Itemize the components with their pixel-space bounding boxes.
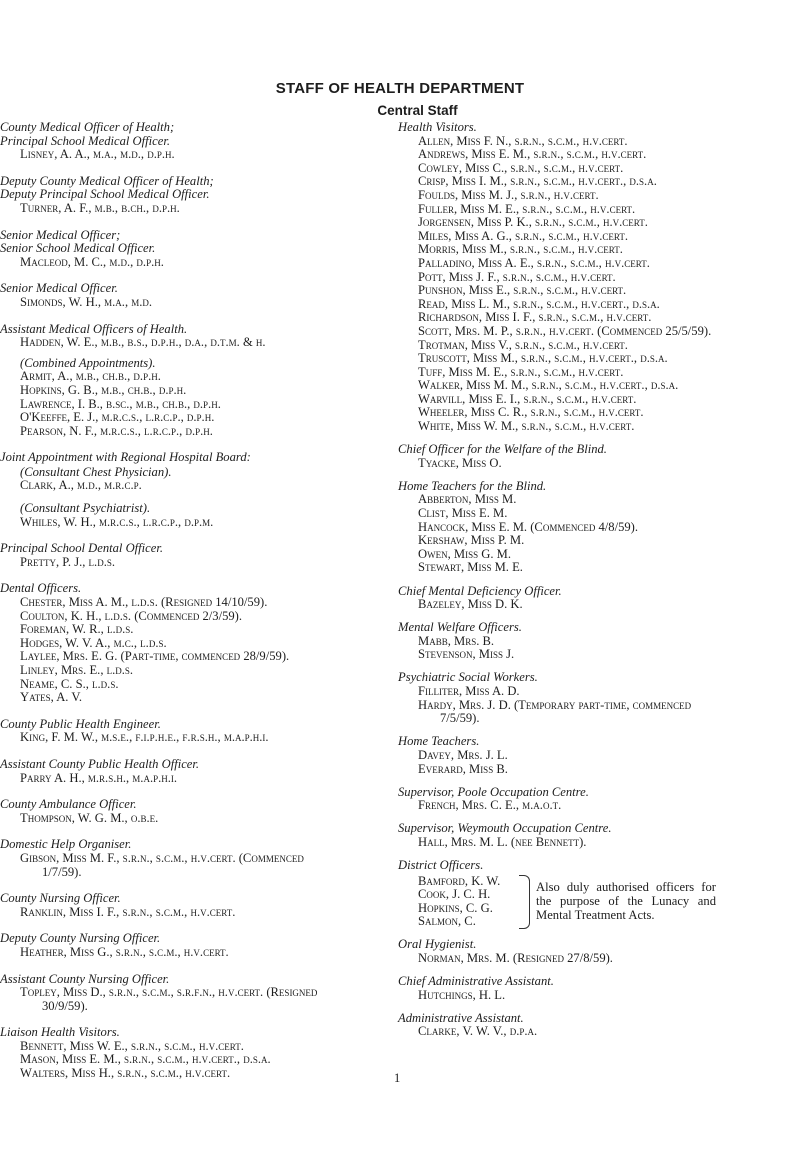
staff-entry: Morris, Miss M., s.r.n., s.c.m., h.v.cert. [418, 242, 623, 257]
staff-section [0, 838, 375, 879]
staff-section [0, 229, 375, 270]
section-heading: County Ambulance Officer. [0, 797, 137, 812]
section-heading: Assistant County Public Health Officer. [0, 756, 200, 771]
staff-section [0, 323, 375, 439]
section-subheading: (Combined Appointments). [20, 355, 156, 370]
staff-section [0, 175, 375, 216]
staff-entry: Andrews, Miss E. M., s.r.n., s.c.m., h.v.cert. [418, 147, 647, 162]
staff-entry: Crisp, Miss I. M., s.r.n., s.c.m., h.v.cert., d.s.a. [418, 174, 657, 189]
staff-entry: Tyacke, Miss O. [418, 455, 502, 470]
staff-section [398, 938, 793, 965]
section-heading: Deputy County Nursing Officer. [0, 931, 161, 946]
section-heading: County Medical Officer of Health; [0, 120, 175, 134]
staff-section [398, 480, 793, 575]
staff-section [398, 735, 793, 776]
section-heading: Chief Officer for the Welfare of the Blind. [398, 442, 607, 457]
staff-entry: Bennett, Miss W. E., s.r.n., s.c.m., h.v.cert. [20, 1038, 244, 1053]
page-title: STAFF OF HEALTH DEPARTMENT [275, 80, 525, 97]
staff-entry: Filliter, Miss A. D. [418, 684, 520, 699]
staff-entry: Norman, Mrs. M. (Resigned 27/8/59). [418, 951, 613, 966]
staff-entry: Simonds, W. H., m.a., m.d. [20, 294, 153, 309]
staff-entry: Walters, Miss H., s.r.n., s.c.m., h.v.cert. [20, 1066, 231, 1081]
district-officer-list [398, 875, 519, 929]
staff-entry: Bazeley, Miss D. K. [418, 597, 523, 612]
staff-section [398, 859, 793, 929]
staff-entry: Laylee, Mrs. E. G. (Part-time, commenced 28/9/59). [20, 649, 290, 664]
section-heading: Deputy Principal School Medical Officer. [0, 187, 210, 202]
staff-entry: Wheeler, Miss C. R., s.r.n., s.c.m., h.v.cert. [418, 405, 644, 420]
staff-entry: Hancock, Miss E. M. (Commenced 4/8/59). [418, 519, 639, 534]
staff-entry: Fuller, Miss M. E., s.r.n., s.c.m., h.v.cert. [418, 201, 636, 216]
staff-entry: Hopkins, G. B., m.b., ch.b., d.p.h. [20, 382, 187, 397]
staff-entry [398, 699, 793, 726]
staff-entry: Coulton, K. H., l.d.s. (Commenced 2/3/59). [20, 608, 243, 623]
staff-entry: Scott, Mrs. M. P., s.r.n., h.v.cert. (Commenced 25/5/59). [418, 323, 712, 338]
section-subheading: (Consultant Chest Physician). [20, 464, 172, 479]
staff-entry: Pretty, P. J., l.d.s. [20, 554, 115, 569]
staff-section [0, 973, 375, 1014]
staff-entry: Stewart, Miss M. E. [418, 560, 523, 575]
section-heading: Health Visitors. [398, 120, 477, 134]
staff-entry: King, F. M. W., m.s.e., f.i.p.h.e., f.r.s.h., m.a.p.h.i. [20, 730, 269, 745]
staff-section [398, 975, 793, 1002]
staff-entry: Everard, Miss B. [418, 761, 508, 776]
staff-section [0, 758, 375, 785]
staff-entry: Trotman, Miss V., s.r.n., s.c.m., h.v.cert. [418, 337, 628, 352]
staff-entry: Linley, Mrs. E., l.d.s. [20, 663, 134, 677]
staff-entry: French, Mrs. C. E., m.a.o.t. [418, 798, 562, 813]
staff-section [0, 282, 375, 309]
section-heading: Chief Administrative Assistant. [398, 974, 554, 989]
section-subheading: (Consultant Psychiatrist). [20, 501, 151, 516]
staff-entry: Jorgensen, Miss P. K., s.r.n., s.c.m., h.v.cert. [418, 215, 648, 230]
staff-section [0, 582, 375, 704]
staff-entry: Mabb, Mrs. B. [418, 633, 495, 648]
staff-entry: Neame, C. S., l.d.s. [20, 676, 119, 691]
staff-entry: White, Miss W. M., s.r.n., s.c.m., h.v.cert. [418, 419, 635, 434]
section-heading: District Officers. [398, 858, 484, 872]
page-subtitle: Central Staff [377, 103, 458, 118]
section-heading: Dental Officers. [0, 581, 82, 596]
staff-entry: Ranklin, Miss I. F., s.r.n., s.c.m., h.v.cert. [20, 904, 236, 919]
staff-entry: Hopkins, C. G. [418, 900, 493, 915]
staff-entry: Clist, Miss E. M. [418, 506, 508, 521]
staff-entry: Warvill, Miss E. I., s.r.n., s.c.m., h.v.cert. [418, 391, 637, 406]
staff-entry: Allen, Miss F. N., s.r.n., s.c.m., h.v.cert. [418, 133, 628, 148]
section-heading: Home Teachers. [398, 734, 480, 749]
staff-entry: Pearson, N. F., m.r.c.s., l.r.c.p., d.p.h. [20, 423, 213, 438]
staff-section [398, 443, 793, 470]
staff-section [398, 822, 793, 849]
section-heading: Domestic Help Organiser. [0, 837, 132, 852]
staff-entry: Tuff, Miss M. E., s.r.n., s.c.m., h.v.cert. [418, 364, 624, 379]
staff-entry: Turner, A. F., m.b., b.ch., d.p.h. [20, 200, 180, 215]
staff-entry [0, 986, 375, 1013]
page-number: 1 [394, 1071, 401, 1085]
section-heading: Senior Medical Officer; [0, 227, 121, 242]
staff-entry: Owen, Miss G. M. [418, 546, 511, 561]
staff-section [0, 451, 375, 529]
staff-entry: Macleod, M. C., m.d., d.p.h. [20, 254, 164, 269]
staff-entry-continuation: 1/7/59). [42, 864, 82, 879]
section-heading: Principal School Dental Officer. [0, 541, 163, 556]
staff-entry-continuation: 7/5/59). [440, 711, 480, 726]
bracket-note: Also duly authorised officers for the purpose of the Lunacy and Mental Treatment Acts. [536, 880, 716, 922]
staff-entry-main: Gibson, Miss M. F., s.r.n., s.c.m., h.v.cert. (Commenced [20, 850, 304, 865]
district-officers-block [398, 875, 793, 929]
staff-entry: Miles, Miss A. G., s.r.n., s.c.m., h.v.cert. [418, 228, 628, 243]
staff-entry: Foulds, Miss M. J., s.r.n., h.v.cert. [418, 187, 599, 202]
staff-entry: Lawrence, I. B., b.sc., m.b., ch.b., d.p.h. [20, 396, 221, 411]
staff-entry: Richardson, Miss I. F., s.r.n., s.c.m., h.v.cert. [418, 310, 652, 325]
section-heading: County Nursing Officer. [0, 891, 121, 906]
section-heading: Deputy County Medical Officer of Health; [0, 173, 214, 188]
staff-entry: O'Keeffe, E. J., m.r.c.s., l.r.c.p., d.p.h. [20, 410, 215, 425]
section-heading: Supervisor, Poole Occupation Centre. [398, 784, 589, 799]
staff-entry: Yates, A. V. [20, 690, 82, 705]
section-heading: Home Teachers for the Blind. [398, 478, 547, 493]
staff-entry-continuation: 30/9/59). [42, 998, 88, 1013]
section-heading: Assistant County Nursing Officer. [0, 971, 170, 986]
staff-entry: Stevenson, Miss J. [418, 647, 515, 662]
staff-entry [0, 852, 375, 879]
section-heading: Assistant Medical Officers of Health. [0, 321, 188, 336]
section-heading: Principal School Medical Officer. [0, 133, 170, 148]
staff-section [398, 671, 793, 725]
staff-entry: Heather, Miss G., s.r.n., s.c.m., h.v.cert. [20, 944, 229, 959]
staff-section [0, 798, 375, 825]
staff-entry: Clarke, V. W. V., d.p.a. [418, 1024, 538, 1039]
staff-section [0, 718, 375, 745]
staff-entry: Read, Miss L. M., s.r.n., s.c.m., h.v.cert., d.s.a. [418, 296, 660, 311]
staff-entry: Abberton, Miss M. [418, 492, 517, 507]
section-heading: Administrative Assistant. [398, 1010, 524, 1025]
staff-entry: Cook, J. C. H. [418, 887, 491, 902]
staff-entry-main: Topley, Miss D., s.r.n., s.c.m., s.r.f.n., h.v.cert. (Resigned [20, 985, 318, 1000]
section-heading: Supervisor, Weymouth Occupation Centre. [398, 821, 612, 836]
staff-entry: Salmon, C. [418, 914, 476, 929]
staff-entry: Truscott, Miss M., s.r.n., s.c.m., h.v.cert., d.s.a. [418, 351, 668, 366]
staff-entry: Thompson, W. G. M., o.b.e. [20, 810, 159, 825]
staff-entry: Armit, A., m.b., ch.b., d.p.h. [20, 369, 161, 384]
section-heading: Mental Welfare Officers. [398, 620, 522, 635]
staff-section [398, 1012, 793, 1039]
staff-entry: Whiles, W. H., m.r.c.s., l.r.c.p., d.p.m. [20, 514, 214, 529]
staff-entry: Mason, Miss E. M., s.r.n., s.c.m., h.v.cert., d.s.a. [20, 1052, 271, 1067]
staff-entry: Bamford, K. W. [418, 873, 501, 888]
staff-entry: Hadden, W. E., m.b., b.s., d.p.h., d.a., d.t.m. & h. [20, 335, 266, 350]
staff-entry: Parry A. H., m.r.s.h., m.a.p.h.i. [20, 770, 178, 785]
section-heading: Joint Appointment with Regional Hospital Board: [0, 450, 251, 465]
section-heading: Oral Hygienist. [398, 937, 477, 952]
staff-section [398, 621, 793, 662]
left-column [0, 121, 375, 1094]
staff-entry: Chester, Miss A. M., l.d.s. (Resigned 14/10/59). [20, 595, 268, 610]
section-heading: Senior School Medical Officer. [0, 241, 156, 256]
staff-entry: Walker, Miss M. M., s.r.n., s.c.m., h.v.cert., d.s.a. [418, 378, 679, 393]
staff-entry: Hutchings, H. L. [418, 987, 506, 1002]
staff-section [0, 121, 375, 162]
staff-entry: Kershaw, Miss P. M. [418, 533, 525, 548]
staff-section [0, 932, 375, 959]
staff-entry: Davey, Mrs. J. L. [418, 747, 508, 762]
section-heading: County Public Health Engineer. [0, 716, 161, 731]
section-heading: Chief Mental Deficiency Officer. [398, 583, 562, 598]
section-heading: Liaison Health Visitors. [0, 1025, 120, 1040]
right-column [398, 121, 793, 1049]
staff-section [398, 585, 793, 612]
staff-section [398, 121, 793, 434]
staff-section [398, 786, 793, 813]
staff-entry: Punshon, Miss E., s.r.n., s.c.m., h.v.cert. [418, 283, 627, 298]
staff-entry: Foreman, W. R., l.d.s. [20, 622, 134, 637]
staff-entry: Lisney, A. A., m.a., m.d., d.p.h. [20, 147, 175, 162]
section-heading: Psychiatric Social Workers. [398, 670, 538, 685]
staff-entry: Hall, Mrs. M. L. (nee Bennett). [418, 834, 587, 849]
staff-entry: Cowley, Miss C., s.r.n., s.c.m., h.v.cert. [418, 160, 624, 175]
staff-entry: Clark, A., m.d., m.r.c.p. [20, 478, 142, 493]
staff-entry-main: Hardy, Mrs. J. D. (Temporary part-time, commenced [418, 697, 692, 712]
staff-section [0, 542, 375, 569]
staff-entry: Hodges, W. V. A., m.c., l.d.s. [20, 635, 167, 650]
staff-entry: Palladino, Miss A. E., s.r.n., s.c.m., h.v.cert. [418, 255, 650, 270]
section-heading: Senior Medical Officer. [0, 281, 118, 296]
brace-mark [519, 875, 530, 929]
staff-entry: Pott, Miss J. F., s.r.n., s.c.m., h.v.cert. [418, 269, 616, 284]
staff-section [0, 892, 375, 919]
staff-section [0, 1026, 375, 1080]
